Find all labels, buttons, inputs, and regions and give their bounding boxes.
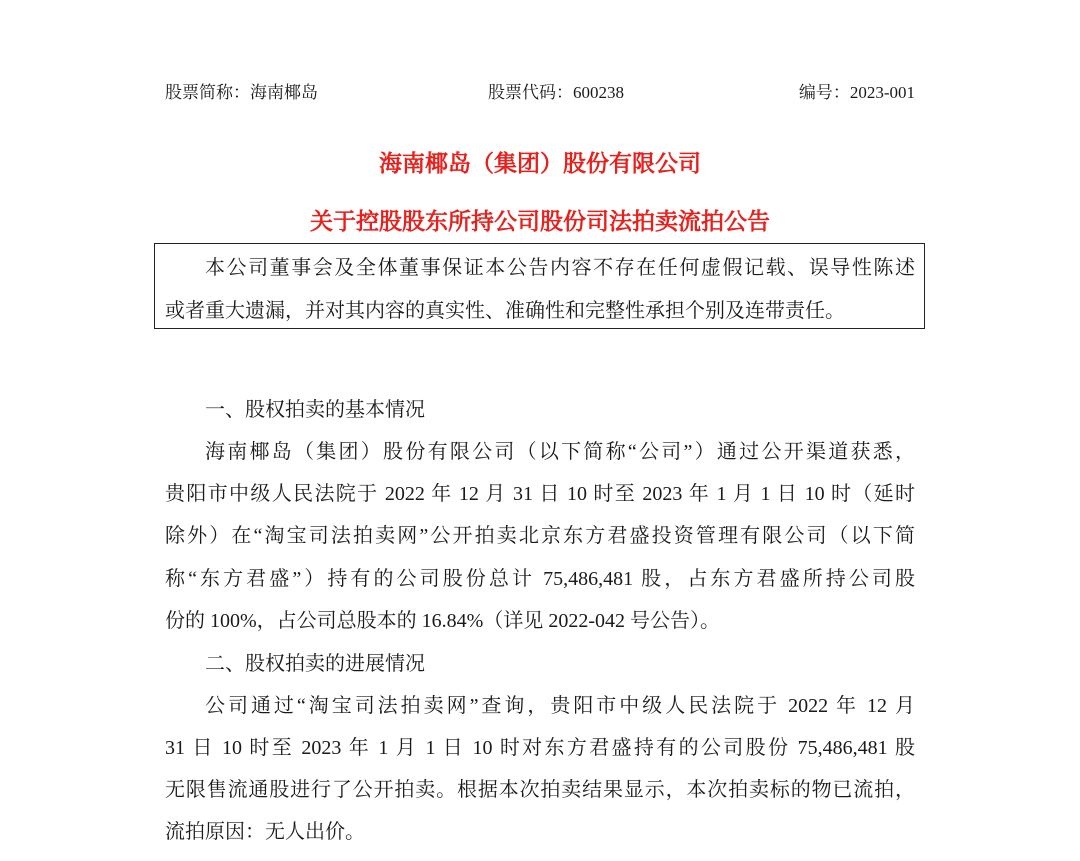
section-heading: 二、股权拍卖的进展情况	[205, 653, 425, 675]
paragraph-line: 除外）在“淘宝司法拍卖网”公开拍卖北京东方君盛投资管理有限公司（以下简	[165, 525, 915, 547]
stock-code: 股票代码：600238	[488, 83, 624, 102]
paragraph-line: 海南椰岛（集团）股份有限公司（以下简称“公司”）通过公开渠道获悉，	[205, 441, 915, 463]
paragraph-line: 称“东方君盛”）持有的公司股份总计 75,486,481 股，占东方君盛所持公司股	[165, 568, 915, 590]
paragraph-line: 无限售流通股进行了公开拍卖。根据本次拍卖结果显示，本次拍卖标的物已流拍，	[165, 779, 915, 801]
company-title: 海南椰岛（集团）股份有限公司	[379, 150, 701, 176]
paragraph-line: 流拍原因：无人出价。	[165, 821, 365, 843]
section-heading: 一、股权拍卖的基本情况	[205, 399, 425, 421]
stock-name: 股票简称：海南椰岛	[165, 83, 318, 102]
paragraph-line: 31 日 10 时至 2023 年 1 月 1 日 10 时对东方君盛持有的公司股份 75,486,481 股	[165, 737, 915, 759]
paragraph-line: 贵阳市中级人民法院于 2022 年 12 月 31 日 10 时至 2023 年 1 月 1 日 10 时（延时	[165, 483, 915, 505]
paragraph-line: 份的 100%，占公司总股本的 16.84%（详见 2022-042 号公告）。	[165, 610, 720, 632]
disclaimer-line: 本公司董事会及全体董事保证本公告内容不存在任何虚假记载、误导性陈述	[205, 257, 915, 279]
disclaimer-line: 或者重大遗漏，并对其内容的真实性、准确性和完整性承担个别及连带责任。	[165, 300, 845, 322]
announcement-number: 编号：2023-001	[798, 83, 915, 102]
paragraph-line: 公司通过“淘宝司法拍卖网”查询，贵阳市中级人民法院于 2022 年 12 月	[205, 695, 915, 717]
announcement-title: 关于控股股东所持公司股份司法拍卖流拍公告	[310, 208, 770, 234]
